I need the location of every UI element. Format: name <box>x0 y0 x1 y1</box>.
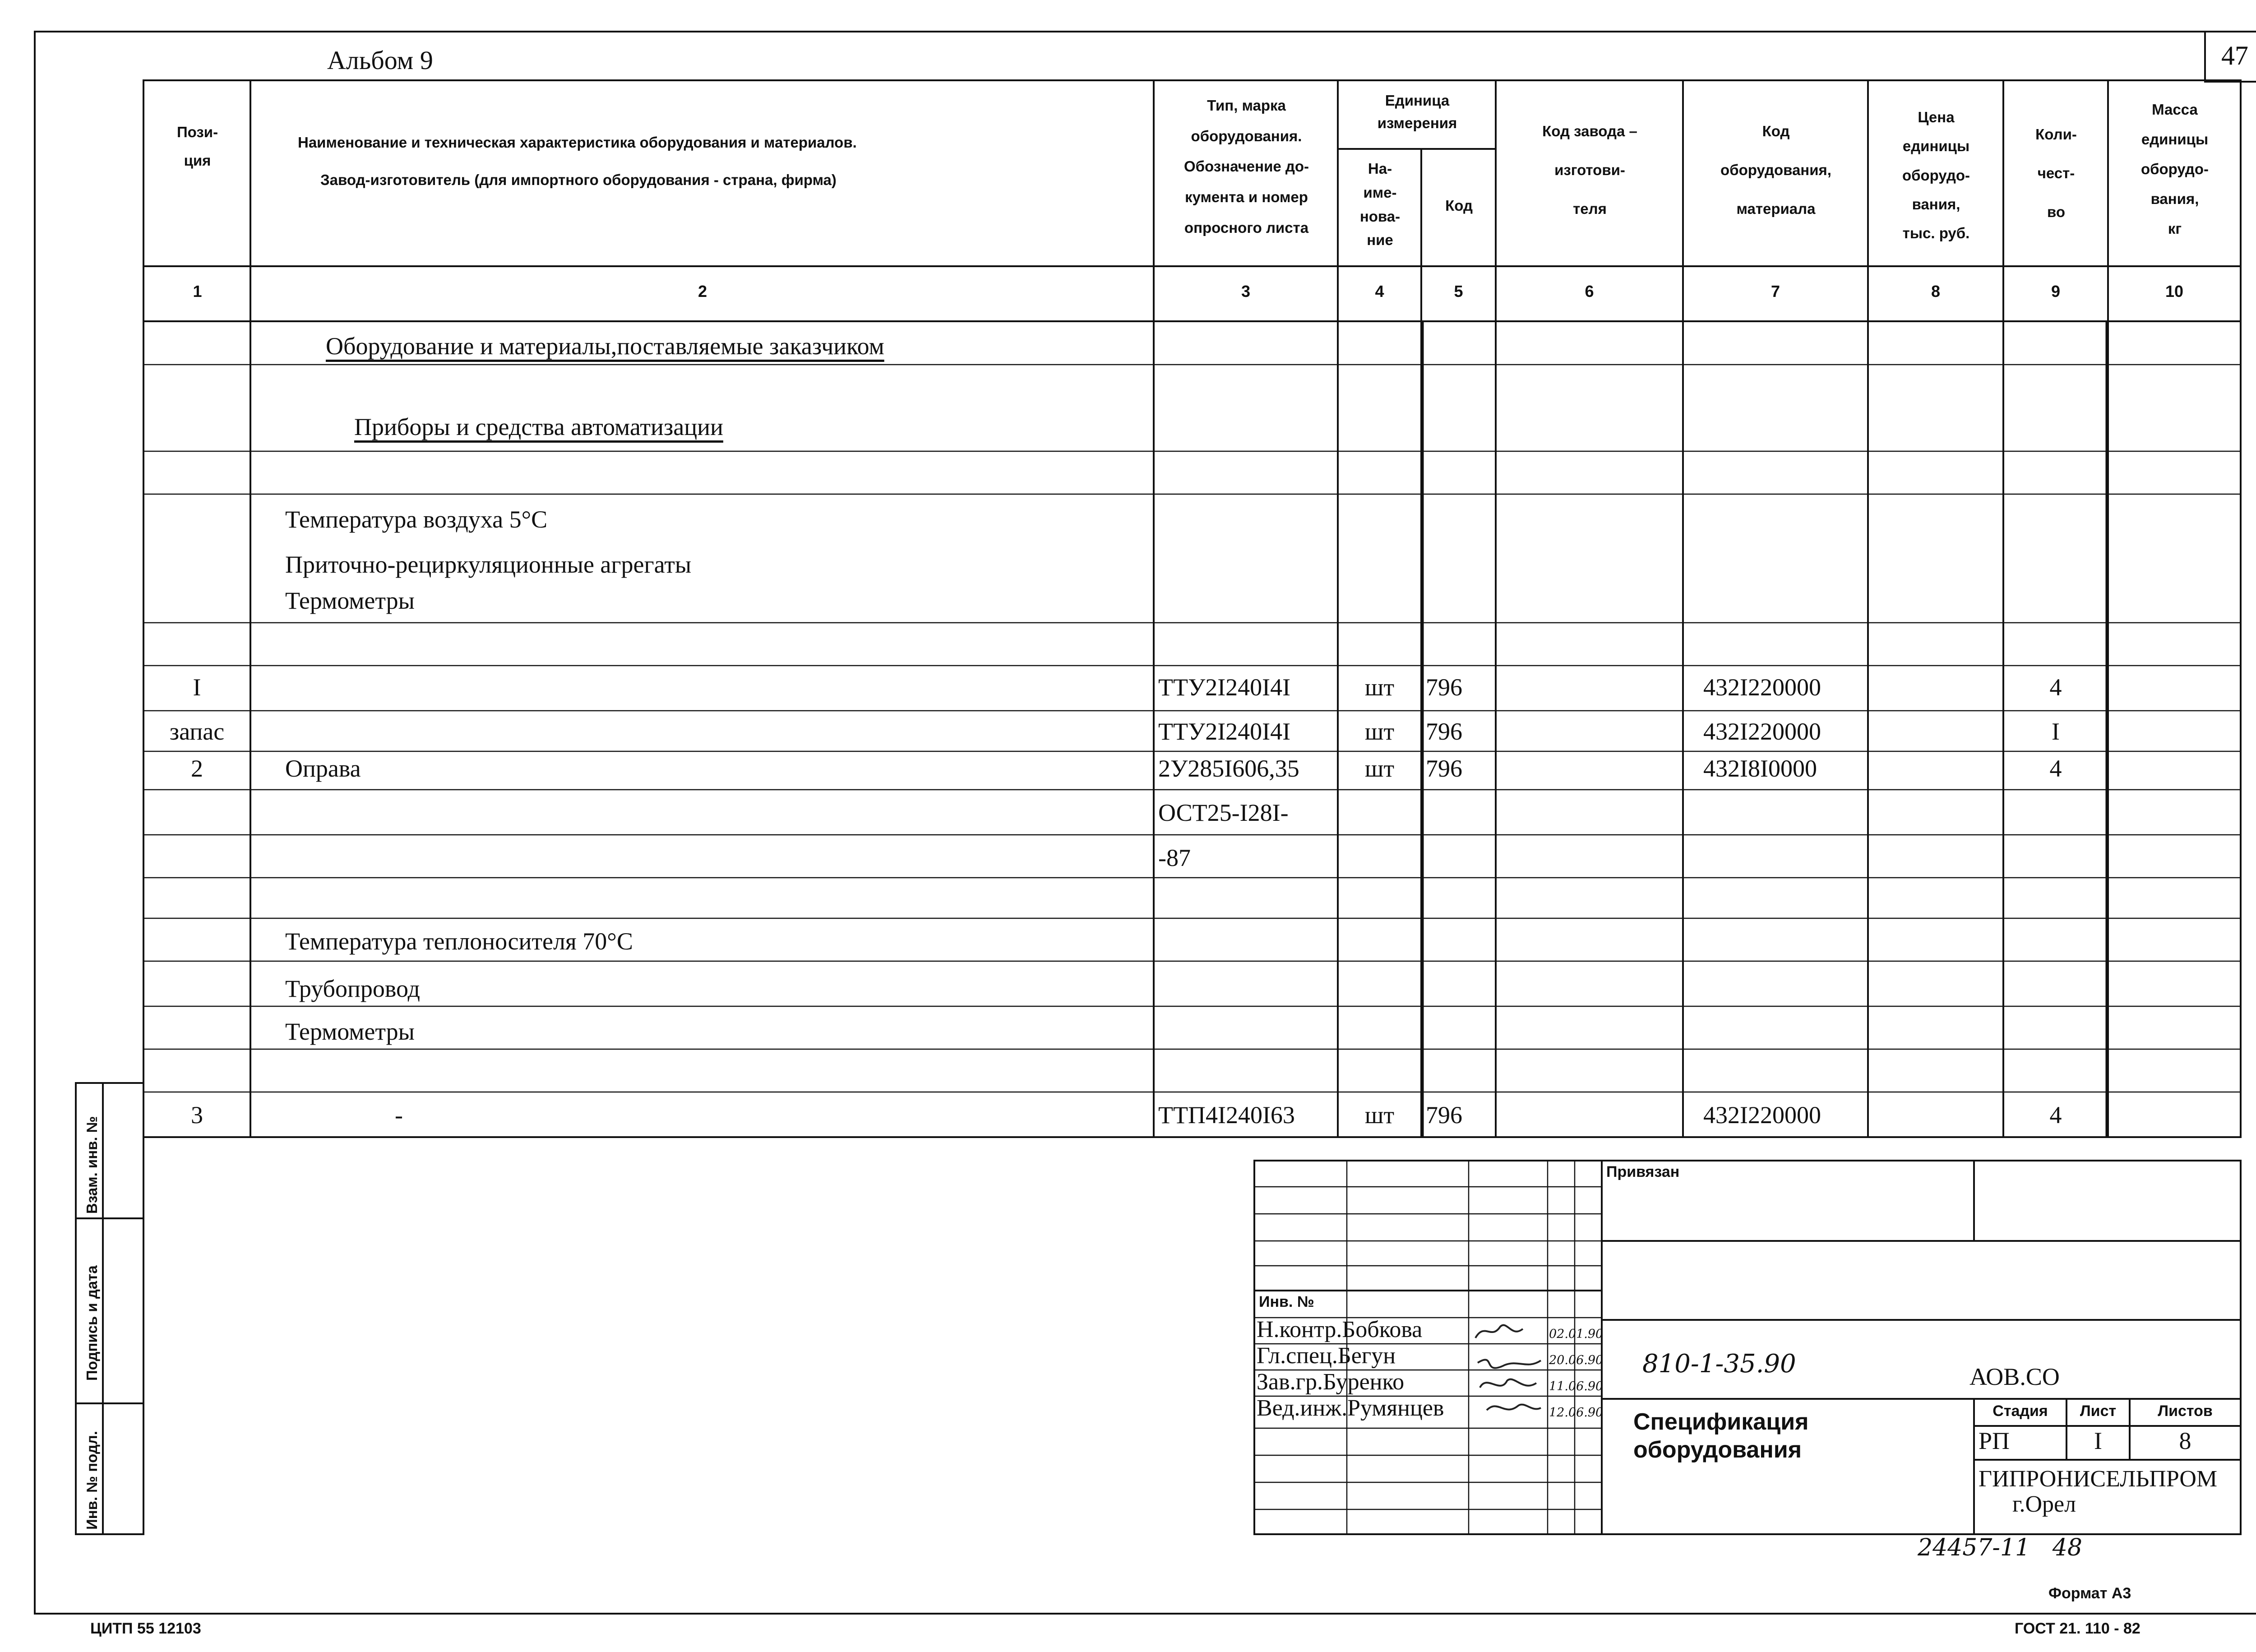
staff-row: Вед.инж.Румянцев <box>1257 1395 1444 1421</box>
row-type: ТТП4I240I63 <box>1158 1101 1295 1129</box>
row-material-code: 432I220000 <box>1703 1101 1821 1129</box>
staff-dates: 02.01.90 20.06.90 11.06.90 12.06.90 <box>1549 1327 1604 1420</box>
sheet-label: Лист <box>2080 1402 2117 1420</box>
row-unit: шт <box>1364 755 1395 782</box>
column-number: 2 <box>698 282 707 301</box>
organization: ГИПРОНИСЕЛЬПРОМ г.Орел <box>1979 1466 2218 1517</box>
sheet-frame <box>34 31 2256 1615</box>
footer-right: ГОСТ 21. 110 - 82 <box>2015 1620 2140 1637</box>
column-number: 1 <box>193 282 202 301</box>
section-heading: Приборы и средства автоматизации <box>354 413 723 440</box>
row-position: запас <box>169 718 225 745</box>
row-unit: шт <box>1364 718 1395 745</box>
row-unit-code: 796 <box>1426 1101 1462 1129</box>
row-unit: шт <box>1364 674 1395 701</box>
row-quantity: 4 <box>2049 1101 2062 1129</box>
row-unit-code: 796 <box>1426 718 1462 745</box>
stage-value: РП <box>1979 1427 2010 1454</box>
column-number: 10 <box>2165 282 2184 301</box>
project-number: 810-1-35.90 <box>1642 1349 1796 1379</box>
row-quantity: 4 <box>2049 755 2062 782</box>
signatures <box>1469 1320 1548 1424</box>
row-name: Приточно-рециркуляционные агрегаты <box>285 551 692 578</box>
row-unit: шт <box>1364 1101 1395 1129</box>
document-code: АОВ.СО <box>1969 1363 2060 1390</box>
format-label: Формат А3 <box>2048 1585 2131 1602</box>
row-name: Температура воздуха 5°С <box>285 506 548 533</box>
staff-list <box>1257 1317 1444 1421</box>
row-type-continued: -87 <box>1158 844 1191 871</box>
header-unit-name: На- име- нова- ние <box>1359 160 1401 249</box>
row-material-code: 432I220000 <box>1703 718 1821 745</box>
section-heading: Оборудование и материалы,поставляемые заказчиком <box>326 333 884 360</box>
header-position: Пози- ция <box>176 124 218 169</box>
header-unit-group: Единица измерения <box>1377 92 1457 131</box>
staff-row: Зав.гр.Буренко <box>1257 1369 1405 1395</box>
album-label: Альбом 9 <box>327 46 433 75</box>
row-name: Термометры <box>285 1018 415 1045</box>
footer-left: ЦИТП 55 12103 <box>90 1620 201 1637</box>
column-number: 3 <box>1241 282 1251 301</box>
inv-no-label: Инв. № <box>1259 1293 1314 1310</box>
row-name: Трубопровод <box>285 975 420 1002</box>
row-type: ТТУ2I240I4I <box>1158 674 1291 701</box>
row-quantity: 4 <box>2049 674 2062 701</box>
staff-row: Н.контр.Бобкова <box>1257 1317 1423 1342</box>
row-unit-code: 796 <box>1426 755 1462 782</box>
staff-row: Гл.спец.Бегун <box>1257 1343 1396 1369</box>
header-quantity: Коли- чест- во <box>2035 126 2077 220</box>
column-number: 9 <box>2051 282 2061 301</box>
side-stamp-original-inv: Инв. № подл. <box>83 1431 100 1530</box>
row-name: - <box>395 1101 403 1129</box>
row-position: 3 <box>191 1101 203 1129</box>
row-quantity: I <box>2052 718 2060 745</box>
sheet-corner-number: 47 <box>2204 31 2256 83</box>
stage-label: Стадия <box>1992 1402 2048 1420</box>
row-position: 2 <box>191 755 203 782</box>
header-unit-code: Код <box>1445 197 1473 214</box>
side-stamp-signature-date: Подпись и дата <box>83 1265 100 1381</box>
row-position: I <box>193 674 201 701</box>
header-type: Тип, марка оборудования. Обозначение до- кумента и номер опросного листа <box>1184 97 1309 236</box>
sheets-label: Листов <box>2158 1402 2213 1420</box>
column-number: 7 <box>1771 282 1780 301</box>
column-number: 5 <box>1454 282 1463 301</box>
privyazan-label: Привязан <box>1606 1163 1680 1180</box>
row-name: Термометры <box>285 587 415 614</box>
row-name: Температура теплоносителя 70°С <box>285 928 633 955</box>
column-number: 6 <box>1585 282 1594 301</box>
column-number: 4 <box>1375 282 1384 301</box>
header-mass: Масса единицы оборудо- вания, кг <box>2140 101 2209 237</box>
sheets-value: 8 <box>2179 1427 2191 1454</box>
header-material-code: Код оборудования, материала <box>1720 123 1831 217</box>
header-factory-code: Код завода – изготови- теля <box>1542 123 1637 217</box>
column-number: 8 <box>1931 282 1941 301</box>
sheet-value: I <box>2094 1427 2102 1454</box>
row-type-continued: ОСТ25-I28I- <box>1158 799 1289 826</box>
side-stamp-replace-inv: Взам. инв. № <box>83 1116 100 1214</box>
row-material-code: 432I220000 <box>1703 674 1821 701</box>
row-type: ТТУ2I240I4I <box>1158 718 1291 745</box>
row-type: 2У285I606,35 <box>1158 755 1299 782</box>
header-price: Цена единицы оборудо- вания, тыс. руб. <box>1902 109 1970 242</box>
header-name: Наименование и техническая характеристика оборудования и материалов. Завод-изготовитель (для импортного оборудования - страна, фирма) <box>298 134 857 188</box>
row-material-code: 432I8I0000 <box>1703 755 1817 782</box>
row-unit-code: 796 <box>1426 674 1462 701</box>
document-title: Спецификация оборудования <box>1633 1409 1809 1463</box>
handwritten-archive-number: 24457-11 48 <box>1918 1534 2082 1561</box>
row-name: Оправа <box>285 755 361 782</box>
